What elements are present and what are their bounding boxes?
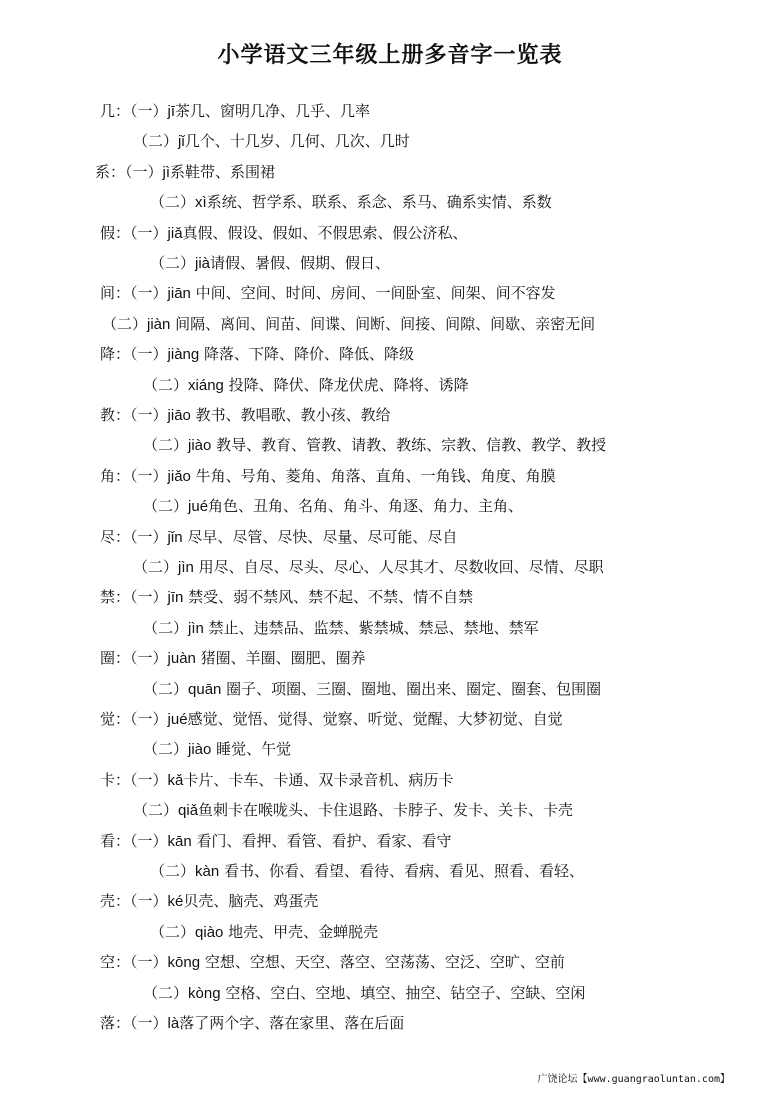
pinyin: kǎ xyxy=(167,771,184,789)
pinyin: jià xyxy=(195,255,211,272)
entry-char: 尽： xyxy=(100,527,131,546)
reading-label: （二） xyxy=(133,132,179,151)
example-words: 睡觉、午觉 xyxy=(211,740,292,759)
list-item xyxy=(102,314,595,335)
pinyin: jué xyxy=(188,498,209,516)
reading-label: （一） xyxy=(130,1014,168,1032)
example-words: 请假、暑假、假期、假日、 xyxy=(210,254,391,272)
example-words: 贝壳、脑壳、鸡蛋壳 xyxy=(183,892,319,911)
example-words: 真假、假设、假如、不假思索、假公济私、 xyxy=(182,223,468,242)
pinyin: jué xyxy=(167,711,188,728)
reading-label: （一） xyxy=(130,406,168,424)
reading-label: （二） xyxy=(102,314,148,333)
example-words: 用尽、自尽、尽头、尽心、人尽其才、尽数收回、尽情、尽职 xyxy=(193,558,604,576)
pinyin: kōng xyxy=(167,954,201,972)
reading-label: （一） xyxy=(130,588,168,607)
example-words: 几个、十几岁、几何、几次、几时 xyxy=(184,132,410,151)
pinyin: jìn xyxy=(188,619,204,637)
entry-char: 几： xyxy=(100,102,131,120)
entry-char: 圈： xyxy=(100,649,131,668)
entry-char: 觉： xyxy=(100,710,131,728)
pinyin: jīn xyxy=(167,589,184,607)
reading-label: （二） xyxy=(143,375,189,394)
list-item xyxy=(143,983,585,1004)
reading-label: （一） xyxy=(130,770,168,789)
entry-char: 看： xyxy=(100,831,131,850)
reading-label: （二） xyxy=(150,254,196,272)
list-item xyxy=(100,709,563,730)
example-words: 教导、教育、管教、请教、教练、宗教、信教、教学、教授 xyxy=(211,436,607,455)
pinyin: kàn xyxy=(195,863,220,880)
example-words: 角色、丑角、名角、角斗、角逐、角力、主角、 xyxy=(208,497,524,516)
example-words: 投降、降伏、降龙伏虎、降将、诱降 xyxy=(223,375,469,394)
reading-label: （二） xyxy=(143,983,189,1002)
entry-char: 卡： xyxy=(100,770,131,789)
example-words: 看门、看押、看管、看护、看家、看守 xyxy=(191,831,452,850)
list-item xyxy=(100,223,468,244)
pinyin: quān xyxy=(188,680,222,698)
entry-char: 假： xyxy=(100,223,131,242)
pinyin: jǐn xyxy=(167,528,183,546)
pinyin: kān xyxy=(167,832,192,850)
reading-label: （一） xyxy=(130,466,168,485)
pinyin: jiǎ xyxy=(167,224,183,242)
reading-label: （二） xyxy=(143,436,189,455)
example-words: 空格、空白、空地、填空、抽空、钻空子、空缺、空闲 xyxy=(220,983,586,1002)
list-item xyxy=(143,496,523,517)
list-item xyxy=(150,922,378,943)
list-item xyxy=(100,1013,404,1034)
pinyin: xì xyxy=(195,194,207,212)
list-item xyxy=(100,405,391,426)
list-item xyxy=(100,770,453,791)
reading-label: （一） xyxy=(130,102,168,120)
pinyin: qiǎ xyxy=(178,802,199,820)
example-words: 尽早、尽管、尽快、尽量、尽可能、尽自 xyxy=(182,527,458,546)
reading-label: （二） xyxy=(143,618,189,637)
entry-char: 教： xyxy=(100,406,131,424)
list-item xyxy=(100,648,366,669)
reading-label: （二） xyxy=(150,193,196,212)
list-item xyxy=(100,831,452,852)
example-words: 中间、空间、时间、房间、一间卧室、间架、间不容发 xyxy=(190,284,556,303)
reading-label: （二） xyxy=(143,497,189,516)
example-words: 牛角、号角、菱角、角落、直角、一角钱、角度、角膜 xyxy=(190,466,556,485)
example-words: 禁止、违禁品、监禁、紫禁城、禁忌、禁地、禁军 xyxy=(203,618,539,637)
list-item xyxy=(133,557,604,578)
reading-label: （二） xyxy=(143,740,189,759)
reading-label: （一） xyxy=(130,831,168,850)
example-words: 空想、空想、天空、落空、空荡荡、空泛、空旷、空前 xyxy=(200,953,565,972)
reading-label: （二） xyxy=(133,558,179,576)
pinyin: jiān xyxy=(167,285,191,303)
list-item xyxy=(150,192,552,213)
pinyin: jiǎo xyxy=(167,467,191,485)
list-item xyxy=(133,800,573,821)
example-words: 间隔、离间、间苗、间谍、间断、间接、间隙、间歇、亲密无间 xyxy=(170,314,596,333)
example-words: 看书、你看、看望、看待、看病、看见、照看、看轻、 xyxy=(219,862,584,880)
list-item xyxy=(95,162,275,183)
list-item xyxy=(150,861,584,882)
pinyin: jiào xyxy=(188,741,212,759)
pinyin: là xyxy=(167,1015,180,1032)
list-item xyxy=(100,283,556,304)
reading-label: （一） xyxy=(130,284,168,303)
pinyin: qiào xyxy=(195,923,224,941)
list-item xyxy=(100,587,473,608)
entry-char: 系： xyxy=(95,162,126,181)
footer-watermark: 广饶论坛【www.guangraoluntan.com】 xyxy=(537,1074,730,1085)
example-words: 禁受、弱不禁风、禁不起、不禁、情不自禁 xyxy=(183,588,474,607)
reading-label: （一） xyxy=(130,223,168,242)
reading-label: （一） xyxy=(125,162,163,181)
reading-label: （二） xyxy=(150,862,196,880)
list-item xyxy=(150,253,390,274)
list-item xyxy=(100,344,414,365)
pinyin: jǐ xyxy=(178,133,185,151)
list-item xyxy=(143,679,601,700)
pinyin: jì xyxy=(162,163,171,181)
reading-label: （一） xyxy=(130,953,168,972)
example-words: 圈子、项圈、三圈、圈地、圈出来、圈定、圈套、包围圈 xyxy=(221,679,602,698)
entry-char: 落： xyxy=(100,1014,131,1032)
entry-char: 角： xyxy=(100,466,131,485)
list-item xyxy=(100,466,556,487)
example-words: 猪圈、羊圈、圈肥、圈养 xyxy=(195,649,366,668)
pinyin: jiāo xyxy=(167,407,191,424)
example-words: 卡片、卡车、卡通、双卡录音机、病历卡 xyxy=(183,770,454,789)
list-item xyxy=(100,527,457,548)
pinyin: xiáng xyxy=(188,376,224,394)
reading-label: （一） xyxy=(130,892,168,911)
reading-label: （一） xyxy=(130,649,168,668)
entry-char: 间： xyxy=(100,284,131,303)
pinyin: jiàn xyxy=(147,315,171,333)
example-words: 地壳、甲壳、金蝉脱壳 xyxy=(223,922,379,941)
reading-label: （二） xyxy=(150,922,196,941)
pinyin: kòng xyxy=(188,984,221,1002)
reading-label: （一） xyxy=(130,345,168,364)
pinyin: jiàng xyxy=(167,346,200,364)
list-item xyxy=(133,131,410,152)
pinyin: jī xyxy=(167,103,176,120)
entry-char: 壳： xyxy=(100,892,131,911)
list-item xyxy=(100,952,565,973)
reading-label: （二） xyxy=(133,801,179,820)
list-item xyxy=(143,618,539,639)
example-words: 感觉、觉悟、觉得、觉察、听觉、觉醒、大梦初觉、自觉 xyxy=(187,710,563,728)
reading-label: （一） xyxy=(130,710,168,728)
entry-char: 空： xyxy=(100,953,131,972)
pinyin: jìn xyxy=(178,559,194,576)
list-item xyxy=(143,739,291,760)
list-item xyxy=(100,891,318,912)
entry-char: 降： xyxy=(100,345,131,364)
example-words: 降落、下降、降价、降低、降级 xyxy=(199,345,415,364)
example-words: 系统、哲学系、联系、系念、系马、确系实情、系数 xyxy=(206,193,552,212)
list-item xyxy=(100,101,370,122)
example-words: 系鞋带、系围裙 xyxy=(170,162,276,181)
page-title: 小学语文三年级上册多音字一览表 xyxy=(217,43,563,68)
example-words: 落了两个字、落在家里、落在后面 xyxy=(179,1014,405,1032)
list-item xyxy=(143,375,469,396)
example-words: 茶几、窗明几净、几乎、几率 xyxy=(175,102,371,120)
pinyin: jiào xyxy=(188,437,212,455)
reading-label: （一） xyxy=(130,527,168,546)
entry-char: 禁： xyxy=(100,588,131,607)
pinyin: juàn xyxy=(167,650,196,668)
list-item xyxy=(143,435,606,456)
pinyin: ké xyxy=(167,893,184,911)
example-words: 鱼刺卡在喉咙头、卡住退路、卡脖子、发卡、关卡、卡壳 xyxy=(198,801,574,820)
reading-label: （二） xyxy=(143,679,189,698)
example-words: 教书、教唱歌、教小孩、教给 xyxy=(190,406,391,424)
